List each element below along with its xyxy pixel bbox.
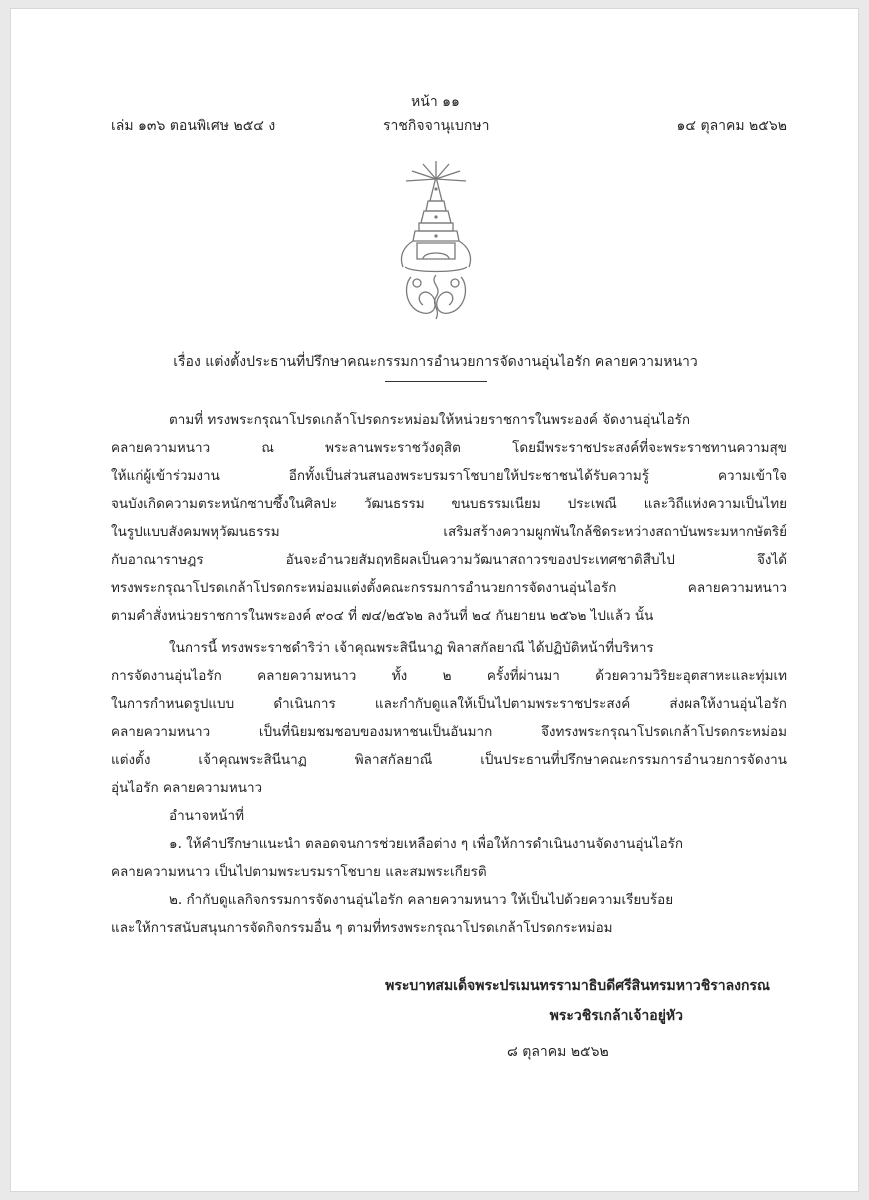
signatory-name: พระบาทสมเด็จพระปรเมนทรรามาธิบดีศรีสินทรมหาวชิราลงกรณ: [385, 978, 770, 994]
body-line: ตามคำสั่งหน่วยราชการในพระองค์ ๙๐๔ ที่ ๗๔/๒๕๖๒ ลงวันที่ ๒๔ กันยายน ๒๕๖๒ ไปแล้ว นั้น: [111, 608, 654, 624]
publication-name: ราชกิจจานุเบกษา: [383, 118, 490, 134]
body-line: ทรงพระกรุณาโปรดเกล้าโปรดกระหม่อมแต่งตั้งคณะกรรมการอำนวยการจัดงานอุ่นไอรัก คลายความหนาว: [111, 580, 787, 596]
body-line: แต่งตั้ง เจ้าคุณพระสินีนาฏ พิลาสกัลยาณี เป็นประธานที่ปรึกษาคณะกรรมการอำนวยการจัดงาน: [111, 752, 787, 768]
signature-date: ๘ ตุลาคม ๒๕๖๒: [507, 1044, 609, 1060]
body-line: ให้แก่ผู้เข้าร่วมงาน อีกทั้งเป็นส่วนสนองพระบรมราโชบายให้ประชาชนได้รับความรู้ ความเข้าใจ: [111, 468, 787, 484]
body-line: ตามที่ ทรงพระกรุณาโปรดเกล้าโปรดกระหม่อมให้หน่วยราชการในพระองค์ จัดงานอุ่นไอรัก: [169, 412, 690, 428]
issue-date: ๑๔ ตุลาคม ๒๕๖๒: [676, 118, 787, 134]
volume-issue: เล่ม ๑๓๖ ตอนพิเศษ ๒๕๔ ง: [111, 118, 276, 134]
body-line: กับอาณาราษฎร อันจะอำนวยสัมฤทธิผลเป็นความวัฒนาสถาวรของประเทศชาติสืบไป จึงได้: [111, 552, 787, 568]
body-line: ๑. ให้คำปรึกษาแนะนำ ตลอดจนการช่วยเหลือต่าง ๆ เพื่อให้การดำเนินงานจัดงานอุ่นไอรัก: [169, 836, 684, 852]
body-line: การจัดงานอุ่นไอรัก คลายความหนาว ทั้ง ๒ ครั้งที่ผ่านมา ด้วยความวิริยะอุตสาหะและทุ่มเท: [111, 668, 787, 684]
royal-emblem-icon: [393, 159, 479, 323]
body-line: ในการกำหนดรูปแบบ ดำเนินการ และกำกับดูแลให้เป็นไปตามพระราชประสงค์ ส่งผลให้งานอุ่นไอรัก: [111, 696, 787, 712]
signatory-title: พระวชิรเกล้าเจ้าอยู่หัว: [549, 1008, 683, 1024]
body-line: และให้การสนับสนุนการจัดกิจกรรมอื่น ๆ ตามที่ทรงพระกรุณาโปรดเกล้าโปรดกระหม่อม: [111, 920, 613, 936]
body-line: ๒. กำกับดูแลกิจกรรมการจัดงานอุ่นไอรัก คลายความหนาว ให้เป็นไปด้วยความเรียบร้อย: [169, 892, 674, 908]
subject-divider: [385, 381, 487, 382]
powers-heading: อำนาจหน้าที่: [169, 808, 245, 824]
body-line: จนบังเกิดความตระหนักซาบซึ้งในศิลปะ วัฒนธรรม ขนบธรรมเนียม ประเพณี และวิถีแห่งความเป็นไทย: [111, 496, 787, 512]
body-line: คลายความหนาว เป็นที่นิยมชมชอบของมหาชนเป็นอันมาก จึงทรงพระกรุณาโปรดเกล้าโปรดกระหม่อม: [111, 724, 787, 740]
page-number: หน้า ๑๑: [411, 94, 460, 110]
body-line: อุ่นไอรัก คลายความหนาว: [111, 780, 263, 796]
body-line: คลายความหนาว ณ พระลานพระราชวังดุสิต โดยมีพระราชประสงค์ที่จะพระราชทานความสุข: [111, 440, 787, 456]
gazette-page: [10, 8, 859, 1192]
body-line: ในการนี้ ทรงพระราชดำริว่า เจ้าคุณพระสินีนาฏ พิลาสกัลยาณี ได้ปฏิบัติหน้าที่บริหาร: [169, 640, 654, 656]
document-subject: เรื่อง แต่งตั้งประธานที่ปรึกษาคณะกรรมการอำนวยการจัดงานอุ่นไอรัก คลายความหนาว: [173, 354, 698, 370]
body-line: ในรูปแบบสังคมพหุวัฒนธรรม เสริมสร้างความผูกพันใกล้ชิดระหว่างสถาบันพระมหากษัตริย์: [111, 524, 787, 540]
gazette-header: [111, 115, 787, 137]
body-line: คลายความหนาว เป็นไปตามพระบรมราโชบาย และสมพระเกียรติ: [111, 864, 487, 880]
